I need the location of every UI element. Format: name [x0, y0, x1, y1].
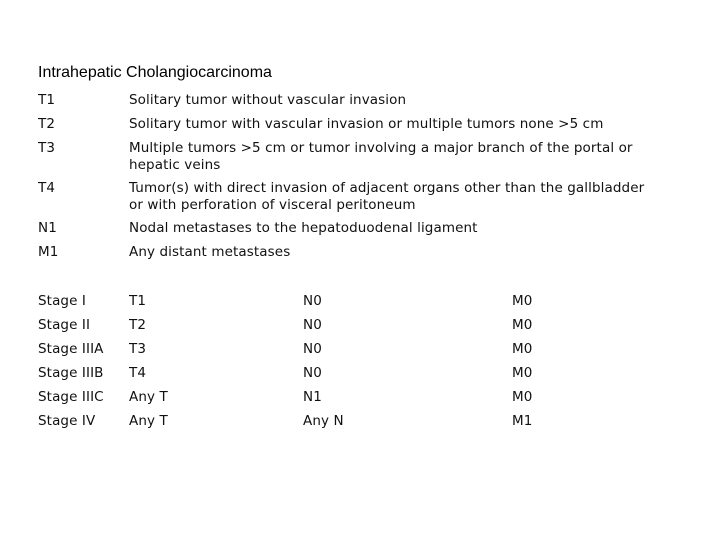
stage-m: M1	[512, 413, 533, 429]
tnm-definitions-table	[38, 92, 658, 261]
stage-m: M0	[512, 389, 533, 405]
stage-n: N0	[303, 293, 322, 309]
stage-row	[38, 413, 658, 437]
definition-code: N1	[38, 220, 57, 236]
stage-name: Stage IIIA	[38, 341, 104, 357]
stage-name: Stage IIIB	[38, 365, 104, 381]
stage-m: M0	[512, 341, 533, 357]
stage-row	[38, 389, 658, 413]
stage-m: M0	[512, 293, 533, 309]
definition-row-m1	[38, 244, 658, 261]
stage-row	[38, 341, 658, 365]
definition-row-t4	[38, 180, 658, 214]
stage-row	[38, 365, 658, 389]
stage-t: T4	[129, 365, 147, 381]
stage-row	[38, 293, 658, 317]
stage-grouping-table	[38, 293, 658, 437]
stage-n: Any N	[303, 413, 344, 429]
page-title: Intrahepatic Cholangiocarcinoma	[38, 64, 272, 81]
stage-name: Stage IIIC	[38, 389, 104, 405]
definition-row-t3	[38, 140, 658, 174]
definition-code: T2	[38, 116, 56, 132]
definition-code: T4	[38, 180, 56, 196]
stage-n: N1	[303, 389, 322, 405]
definition-code: T1	[38, 92, 56, 108]
stage-t: T3	[129, 341, 147, 357]
stage-t: T1	[129, 293, 147, 309]
stage-t: Any T	[129, 389, 168, 405]
stage-n: N0	[303, 341, 322, 357]
stage-name: Stage II	[38, 317, 91, 333]
stage-name: Stage I	[38, 293, 86, 309]
definition-text: Solitary tumor with vascular invasion or multiple tumors none >5 cm	[129, 116, 604, 132]
definition-code: T3	[38, 140, 56, 156]
definition-text: Any distant metastases	[129, 244, 291, 260]
stage-name: Stage IV	[38, 413, 96, 429]
definition-row-t2	[38, 116, 658, 133]
definition-row-n1	[38, 220, 658, 237]
definition-text: Nodal metastases to the hepatoduodenal ligament	[129, 220, 478, 236]
stage-n: N0	[303, 365, 322, 381]
stage-t: T2	[129, 317, 147, 333]
definition-text: Multiple tumors >5 cm or tumor involving a major branch of the portal or hepatic veins	[129, 140, 633, 173]
definition-code: M1	[38, 244, 59, 260]
stage-m: M0	[512, 317, 533, 333]
definition-row-t1	[38, 92, 658, 109]
stage-n: N0	[303, 317, 322, 333]
definition-text: Solitary tumor without vascular invasion	[129, 92, 407, 108]
definition-text: Tumor(s) with direct invasion of adjacent organs other than the gallbladder or with perforation of visceral peritoneum	[129, 180, 645, 213]
stage-t: Any T	[129, 413, 168, 429]
stage-m: M0	[512, 365, 533, 381]
stage-row	[38, 317, 658, 341]
